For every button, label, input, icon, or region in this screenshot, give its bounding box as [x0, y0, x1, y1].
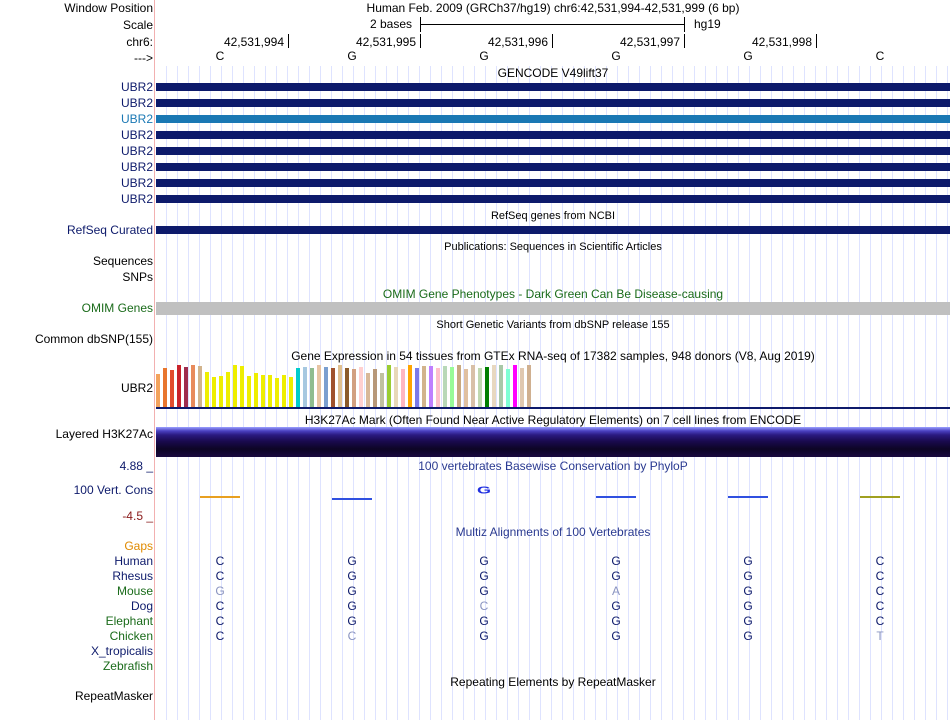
gencode-transcript-bar[interactable] [156, 83, 950, 91]
gtex-tissue-bar[interactable] [205, 372, 209, 407]
gtex-tissue-bar[interactable] [436, 368, 440, 407]
alignment-base: C [875, 614, 885, 628]
repeatmasker-title: Repeating Elements by RepeatMasker [450, 675, 656, 689]
conservation-mark [728, 496, 768, 499]
chrom-label: chr6: [126, 35, 153, 49]
reference-base: G [743, 49, 753, 63]
gtex-tissue-bar[interactable] [338, 365, 342, 407]
gtex-tissue-bar[interactable] [527, 365, 531, 407]
coord-tick [288, 34, 289, 48]
alignment-base: G [611, 614, 621, 628]
reference-base: C [875, 49, 885, 63]
scale-bar [420, 24, 684, 25]
alignment-base: G [611, 629, 621, 643]
conservation-title: 100 vertebrates Basewise Conservation by PhyloP [418, 459, 688, 473]
alignment-base: G [347, 584, 357, 598]
gtex-tissue-bar[interactable] [275, 378, 279, 407]
gtex-tissue-bar[interactable] [380, 373, 384, 407]
gtex-tissue-bar[interactable] [499, 365, 503, 407]
gtex-tissue-bar[interactable] [310, 368, 314, 407]
gtex-tissue-bar[interactable] [506, 369, 510, 407]
gtex-tissue-bar[interactable] [394, 367, 398, 407]
alignment-base: C [875, 584, 885, 598]
alignment-base: G [611, 554, 621, 568]
multiz-species-label[interactable]: Chicken [109, 629, 153, 643]
alignment-base: G [743, 584, 753, 598]
h3k27ac-title: H3K27Ac Mark (Often Found Near Active Regulatory Elements) on 7 cell lines from ENCODE [304, 413, 802, 427]
alignment-base: C [215, 614, 225, 628]
gencode-label[interactable]: UBR2 [120, 112, 153, 126]
gtex-tissue-bar[interactable] [415, 368, 419, 407]
alignment-base: C [215, 569, 225, 583]
label-divider [154, 0, 155, 720]
alignment-base: G [479, 614, 489, 628]
alignment-base: C [875, 554, 885, 568]
gtex-tissue-bar[interactable] [485, 367, 489, 407]
gtex-tissue-bar[interactable] [352, 369, 356, 407]
omim-label[interactable]: OMIM Genes [81, 301, 153, 315]
gtex-baseline [156, 407, 950, 409]
reference-base: G [347, 49, 357, 63]
multiz-species-label[interactable]: X_tropicalis [90, 644, 153, 658]
gencode-transcript-bar[interactable] [156, 147, 950, 155]
gaps-label[interactable]: Gaps [124, 539, 153, 553]
gtex-tissue-bar[interactable] [429, 366, 433, 407]
alignment-base: G [347, 569, 357, 583]
strand-label: ---> [134, 51, 153, 65]
coord-label: 42,531,995 [355, 35, 416, 49]
scale-label: Scale [122, 18, 153, 32]
refseq-label[interactable]: RefSeq Curated [66, 223, 153, 237]
multiz-species-label[interactable]: Zebrafish [102, 659, 153, 673]
dbsnp-label[interactable]: Common dbSNP(155) [34, 332, 153, 346]
alignment-base: G [611, 569, 621, 583]
conservation-ymax: 4.88 _ [119, 459, 153, 473]
coord-label: 42,531,994 [223, 35, 284, 49]
refseq-title: RefSeq genes from NCBI [490, 210, 616, 222]
sequences-label[interactable]: Sequences [92, 254, 153, 268]
gtex-tissue-bar[interactable] [247, 376, 251, 407]
gtex-tissue-bar[interactable] [226, 372, 230, 407]
alignment-base: G [743, 554, 753, 568]
conservation-mark [860, 496, 900, 499]
gencode-transcript-bar[interactable] [156, 131, 950, 139]
alignment-base: G [347, 599, 357, 613]
alignment-base: G [743, 599, 753, 613]
refseq-bar[interactable] [156, 226, 950, 234]
multiz-species-label[interactable]: Elephant [105, 614, 153, 628]
alignment-base: G [479, 629, 489, 643]
gtex-tissue-bar[interactable] [450, 367, 454, 407]
gencode-label[interactable]: UBR2 [120, 160, 153, 174]
gtex-tissue-bar[interactable] [303, 367, 307, 407]
alignment-base: G [347, 614, 357, 628]
publications-title: Publications: Sequences in Scientific Articles [444, 241, 662, 253]
alignment-base: G [347, 554, 357, 568]
scale-text: 2 bases [370, 17, 413, 31]
scale-bar-right [684, 17, 685, 32]
gtex-tissue-bar[interactable] [408, 365, 412, 407]
gencode-label[interactable]: UBR2 [120, 192, 153, 206]
gtex-tissue-bar[interactable] [156, 374, 160, 407]
conservation-letter: G [476, 484, 491, 496]
reference-base: G [479, 49, 489, 63]
h3k27ac-density[interactable] [156, 427, 950, 457]
gtex-tissue-bar[interactable] [471, 365, 475, 407]
gtex-tissue-bar[interactable] [331, 368, 335, 407]
gtex-tissue-bar[interactable] [170, 370, 174, 407]
window-position-label: Window Position [64, 1, 153, 15]
gtex-tissue-bar[interactable] [268, 375, 272, 407]
gtex-tissue-bar[interactable] [443, 366, 447, 407]
gtex-label[interactable]: UBR2 [120, 381, 153, 395]
multiz-species-label[interactable]: Human [114, 554, 153, 568]
gencode-transcript-bar[interactable] [156, 115, 950, 123]
gtex-tissue-bar[interactable] [233, 365, 237, 407]
gtex-tissue-bar[interactable] [457, 365, 461, 407]
gencode-label[interactable]: UBR2 [120, 176, 153, 190]
gtex-tissue-bar[interactable] [177, 365, 181, 407]
omim-bar[interactable] [156, 302, 950, 315]
gtex-tissue-bar[interactable] [422, 366, 426, 407]
gtex-tissue-bar[interactable] [401, 369, 405, 407]
alignment-base: C [875, 599, 885, 613]
alignment-base: C [479, 599, 489, 613]
alignment-base: G [743, 569, 753, 583]
gtex-tissue-bar[interactable] [219, 376, 223, 407]
coord-tick [420, 34, 421, 48]
gtex-tissue-bar[interactable] [387, 365, 391, 407]
alignment-base: G [479, 554, 489, 568]
h3k27ac-label[interactable]: Layered H3K27Ac [55, 427, 153, 441]
gtex-tissue-bar[interactable] [373, 369, 377, 407]
alignment-base: G [743, 629, 753, 643]
gtex-tissue-bar[interactable] [289, 377, 293, 407]
repeatmasker-label[interactable]: RepeatMasker [74, 689, 153, 703]
reference-base: C [215, 49, 225, 63]
alignment-base: G [611, 599, 621, 613]
alignment-base: C [215, 629, 225, 643]
dbsnp-title: Short Genetic Variants from dbSNP release 155 [436, 319, 670, 331]
gencode-transcript-bar[interactable] [156, 195, 950, 203]
gtex-tissue-bar[interactable] [520, 368, 524, 407]
coord-label: 42,531,998 [751, 35, 812, 49]
alignment-base: G [479, 584, 489, 598]
gtex-tissue-bar[interactable] [478, 368, 482, 407]
gtex-tissue-bar[interactable] [317, 365, 321, 407]
alignment-base: C [215, 554, 225, 568]
multiz-title: Multiz Alignments of 100 Vertebrates [455, 525, 651, 539]
gencode-transcript-bar[interactable] [156, 179, 950, 187]
gtex-tissue-bar[interactable] [191, 365, 195, 407]
alignment-base: T [876, 629, 884, 643]
gtex-tissue-bar[interactable] [513, 365, 517, 407]
conservation-mark [200, 496, 240, 499]
gencode-label[interactable]: UBR2 [120, 128, 153, 142]
gtex-tissue-bar[interactable] [240, 366, 244, 407]
gtex-tissue-bar[interactable] [261, 375, 265, 407]
gtex-tissue-bar[interactable] [163, 368, 167, 407]
alignment-base: C [215, 599, 225, 613]
position-title: Human Feb. 2009 (GRCh37/hg19) chr6:42,531,994-42,531,999 (6 bp) [366, 1, 740, 15]
gtex-tissue-bar[interactable] [198, 366, 202, 407]
alignment-base: A [611, 584, 620, 598]
alignment-base: C [875, 569, 885, 583]
alignment-base: G [743, 614, 753, 628]
gtex-tissue-bar[interactable] [184, 367, 188, 407]
alignment-base: C [347, 629, 357, 643]
gtex-tissue-bar[interactable] [366, 373, 370, 407]
coord-tick [816, 34, 817, 48]
conservation-ymin: -4.5 _ [122, 509, 153, 523]
gtex-tissue-bar[interactable] [492, 365, 496, 407]
gencode-label[interactable]: UBR2 [120, 144, 153, 158]
reference-base: G [611, 49, 621, 63]
gencode-label[interactable]: UBR2 [120, 96, 153, 110]
alignment-base: G [479, 569, 489, 583]
gencode-transcript-bar[interactable] [156, 163, 950, 171]
coord-tick [684, 34, 685, 48]
conservation-mark [596, 496, 636, 499]
assembly-name: hg19 [694, 17, 721, 31]
multiz-species-label[interactable]: Dog [130, 599, 153, 613]
gtex-tissue-bar[interactable] [359, 367, 363, 407]
gtex-tissue-bar[interactable] [282, 375, 286, 407]
coord-label: 42,531,996 [487, 35, 548, 49]
gtex-tissue-bar[interactable] [254, 373, 258, 407]
gtex-tissue-bar[interactable] [296, 368, 300, 407]
gencode-transcript-bar[interactable] [156, 99, 950, 107]
coord-label: 42,531,997 [619, 35, 680, 49]
gtex-tissue-bar[interactable] [324, 367, 328, 407]
gtex-tissue-bar[interactable] [345, 368, 349, 407]
alignment-base: G [215, 584, 225, 598]
conservation-label[interactable]: 100 Vert. Cons [73, 483, 153, 497]
multiz-species-label[interactable]: Mouse [116, 584, 153, 598]
gtex-tissue-bar[interactable] [212, 377, 216, 407]
multiz-species-label[interactable]: Rhesus [112, 569, 153, 583]
gencode-label[interactable]: UBR2 [120, 80, 153, 94]
conservation-mark [332, 498, 372, 501]
gtex-title: Gene Expression in 54 tissues from GTEx RNA-seq of 17382 samples, 948 donors (V8, Aug 2019) [291, 349, 815, 363]
gencode-title: GENCODE V49lift37 [497, 66, 609, 80]
snps-label[interactable]: SNPs [122, 270, 153, 284]
coord-tick [552, 34, 553, 48]
gtex-tissue-bar[interactable] [464, 369, 468, 407]
omim-title: OMIM Gene Phenotypes - Dark Green Can Be Disease-causing [382, 287, 724, 301]
